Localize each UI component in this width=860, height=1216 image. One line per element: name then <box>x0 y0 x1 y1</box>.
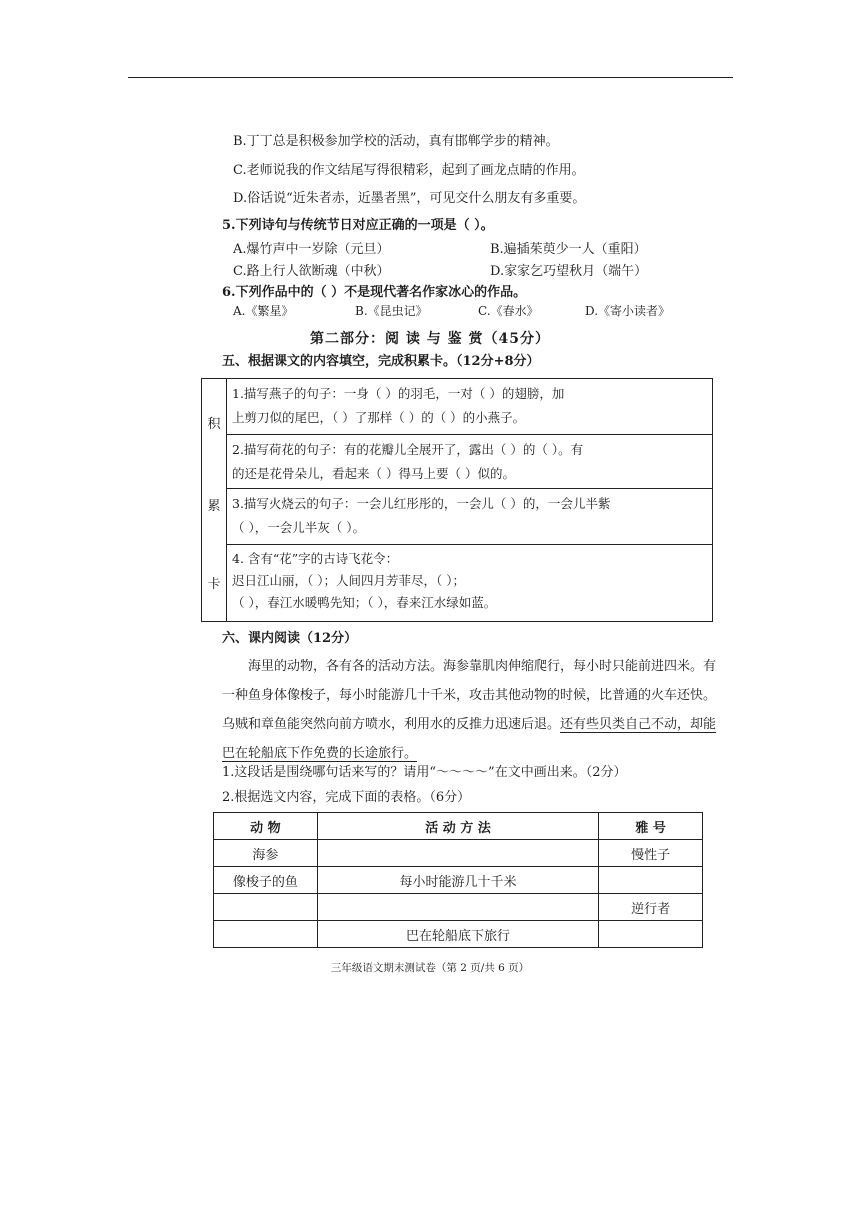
table-cell[interactable] <box>599 921 703 948</box>
option-b: B.丁丁总是积极参加学校的活动，真有邯郸学步的精神。 <box>233 134 559 149</box>
card-row-clouds <box>226 489 712 545</box>
table-cell[interactable] <box>214 894 318 921</box>
table-cell: 巴在轮船底下旅行 <box>317 921 598 948</box>
table-header-row <box>214 813 703 840</box>
card-side-label <box>202 379 227 621</box>
card-row-poems <box>226 545 712 621</box>
table-header: 活 动 方 法 <box>317 813 598 840</box>
table-cell[interactable] <box>317 894 598 921</box>
card-row-lotus <box>226 435 712 489</box>
card-text: 1.描写燕子的句子：一身（ ）的羽毛，一对（ ）的翅膀，加 <box>232 386 565 401</box>
q5-option-b: B.遍插茱萸少一人（重阳） <box>490 242 647 257</box>
question-6: 6.下列作品中的（ ）不是现代著名作家冰心的作品。 <box>222 285 527 300</box>
card-row-swallow <box>226 379 712 435</box>
passage-text: 海里的动物，各有各的活动方法。海参靠肌肉伸缩爬行，每小时只能前进四米。有一种鱼身体像梭子，每小时能游几十千米，攻击其他动物的时候，比普通的火车还快。乌贼和章鱼能突然向前方喷水，利用水的反推力迅速后退。 <box>222 659 717 732</box>
accumulation-card <box>201 378 713 622</box>
header-rule <box>128 77 733 78</box>
section-2-title: 第二部分：阅 读 与 鉴 赏（45分） <box>310 331 550 347</box>
q5-option-d: D.家家乞巧望秋月（端午） <box>490 264 648 279</box>
table-row <box>214 921 703 948</box>
answer-table <box>213 812 703 948</box>
table-header: 雅 号 <box>599 813 703 840</box>
question-5: 5.下列诗句与传统节日对应正确的一项是（ ）。 <box>222 218 494 233</box>
question-six: 六、课内阅读（12分） <box>222 631 358 646</box>
sub-question-2: 2.根据选文内容，完成下面的表格。（6分） <box>222 790 471 805</box>
table-cell: 像梭子的鱼 <box>214 867 318 894</box>
table-header: 动 物 <box>214 813 318 840</box>
q6-option-c: C.《春水》 <box>478 304 539 318</box>
table-cell[interactable] <box>599 867 703 894</box>
option-d: D.俗话说“近朱者赤，近墨者黑”，可见交什么朋友有多重要。 <box>233 191 586 206</box>
q5-option-c: C.路上行人欲断魂（中秋） <box>233 264 390 279</box>
card-side-char: 累 <box>207 499 221 514</box>
table-row <box>214 867 703 894</box>
card-text: （ ），一会儿半灰（ ）。 <box>232 520 365 535</box>
card-text: 4. 含有“花”字的古诗飞花令： <box>232 551 399 566</box>
table-cell[interactable] <box>214 921 318 948</box>
q5-option-a: A.爆竹声中一岁除（元旦） <box>233 242 390 257</box>
table-cell: 海参 <box>214 840 318 867</box>
option-c: C.老师说我的作文结尾写得很精彩，起到了画龙点睛的作用。 <box>233 163 585 178</box>
card-text: 2.描写荷花的句子：有的花瓣儿全展开了，露出（ ）的（ ）。有 <box>232 442 584 457</box>
table-cell[interactable] <box>317 840 598 867</box>
card-side-char: 卡 <box>207 577 221 592</box>
q6-option-d: D.《寄小读者》 <box>585 304 671 318</box>
table-row <box>214 840 703 867</box>
table-cell: 逆行者 <box>599 894 703 921</box>
passage-underlined-sentence: 还有些贝类自己不动，却能巴在轮船底下作免费的长途旅行。 <box>222 717 717 761</box>
q6-option-b: B.《昆虫记》 <box>355 304 428 318</box>
reading-passage <box>222 652 720 768</box>
card-text: （ ），春江水暖鸭先知；（ ），春来江水绿如蓝。 <box>232 595 497 610</box>
question-five: 五、根据课文的内容填空，完成积累卡。（12分+8分） <box>222 354 540 369</box>
card-text: 迟日江山丽，（ ）；人间四月芳菲尽，（ ）； <box>232 573 465 588</box>
card-text: 的还是花骨朵儿，看起来（ ）得马上要（ ）似的。 <box>232 466 515 481</box>
table-row <box>214 894 703 921</box>
card-side-char: 积 <box>207 417 221 432</box>
sub-question-1: 1.这段话是围绕哪句话来写的？请用“～～～～”在文中画出来。（2分） <box>222 765 627 780</box>
page-footer: 三年级语文期末测试卷（第 2 页/共 6 页） <box>330 962 530 974</box>
table-cell: 慢性子 <box>599 840 703 867</box>
q6-option-a: A.《繁星》 <box>233 304 294 318</box>
card-text: 3.描写火烧云的句子：一会儿红彤彤的，一会儿（ ）的，一会儿半紫 <box>232 496 611 511</box>
card-text: 上剪刀似的尾巴，（ ）了那样（ ）的（ ）的小燕子。 <box>232 410 526 425</box>
table-cell: 每小时能游几十千米 <box>317 867 598 894</box>
